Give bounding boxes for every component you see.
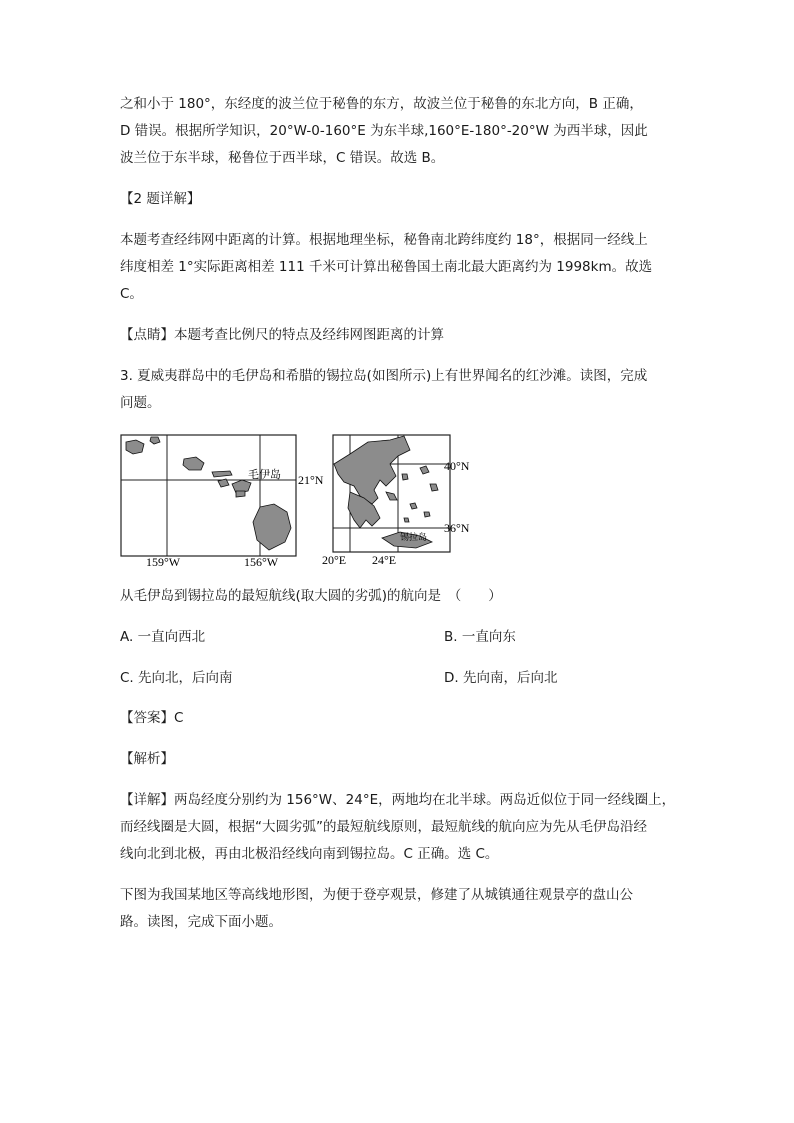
lon-label-20e: 20°E bbox=[322, 553, 347, 567]
text-line: C。 bbox=[120, 286, 143, 302]
lon-label-156w: 156°W bbox=[244, 555, 279, 569]
text-line: 路。读图，完成下面小题。 bbox=[120, 914, 282, 930]
text-line: 之和小于 180°，东经度的波兰位于秘鲁的东方，故波兰位于秘鲁的东北方向，B 正确， bbox=[120, 96, 643, 112]
question-3-stem-cont: 问题。 bbox=[120, 395, 161, 411]
option-a: A. 一直向西北 bbox=[120, 629, 206, 645]
lon-label-159w: 159°W bbox=[146, 555, 181, 569]
maui-label: 毛伊岛 bbox=[248, 469, 281, 481]
question-3-stem: 3. 夏威夷群岛中的毛伊岛和希腊的锡拉岛(如图所示)上有世界闻名的红沙滩。读图，完成 bbox=[120, 368, 648, 384]
santorini-map bbox=[320, 434, 480, 568]
text-line: 纬度相差 1°实际距离相差 111 千米可计算出秘鲁国土南北最大距离约为 1998km。故选 bbox=[120, 259, 653, 275]
heading-q2-detail: 【2 题详解】 bbox=[120, 191, 201, 207]
text-line: 而经线圈是大圆，根据“大圆劣弧”的最短航线原则，最短航线的航向应为先从毛伊岛沿经 bbox=[120, 819, 647, 835]
text-line: D 错误。根据所学知识，20°W-0-160°E 为东半球,160°E-180°-20°W 为西半球，因此 bbox=[120, 123, 648, 139]
option-c: C. 先向北，后向南 bbox=[120, 670, 233, 686]
santorini-label: 锡拉岛 bbox=[400, 532, 428, 542]
option-b: B. 一直向东 bbox=[444, 629, 516, 645]
text-line: 线向北到北极，再由北极沿经线向南到锡拉岛。C 正确。选 C。 bbox=[120, 846, 499, 862]
lat-label-21n: 21°N bbox=[298, 473, 324, 487]
text-line: 【详解】两岛经度分别约为 156°W、24°E，两地均在北半球。两岛近似位于同一经线圈上， bbox=[120, 792, 676, 808]
text-line: 本题考查经纬网中距离的计算。根据地理坐标，秘鲁南北跨纬度约 18°，根据同一经线上 bbox=[120, 232, 648, 248]
answer-line: 【答案】C bbox=[120, 710, 184, 726]
question-3-prompt: 从毛伊岛到锡拉岛的最短航线(取大圆的劣弧)的航向是 （ ） bbox=[120, 588, 502, 604]
maui-map bbox=[120, 434, 324, 569]
lat-label-40n: 40°N bbox=[444, 459, 470, 473]
text-line: 下图为我国某地区等高线地形图，为便于登亭观景，修建了从城镇通往观景亭的盘山公 bbox=[120, 887, 633, 903]
lon-label-24e: 24°E bbox=[372, 553, 397, 567]
tip-note: 【点睛】本题考查比例尺的特点及经纬网图距离的计算 bbox=[120, 327, 444, 343]
text-line: 波兰位于东半球，秘鲁位于西半球，C 错误。故选 B。 bbox=[120, 150, 445, 166]
lat-label-36n: 36°N bbox=[444, 521, 470, 535]
option-d: D. 先向南，后向北 bbox=[444, 670, 558, 686]
analysis-heading: 【解析】 bbox=[120, 751, 174, 767]
